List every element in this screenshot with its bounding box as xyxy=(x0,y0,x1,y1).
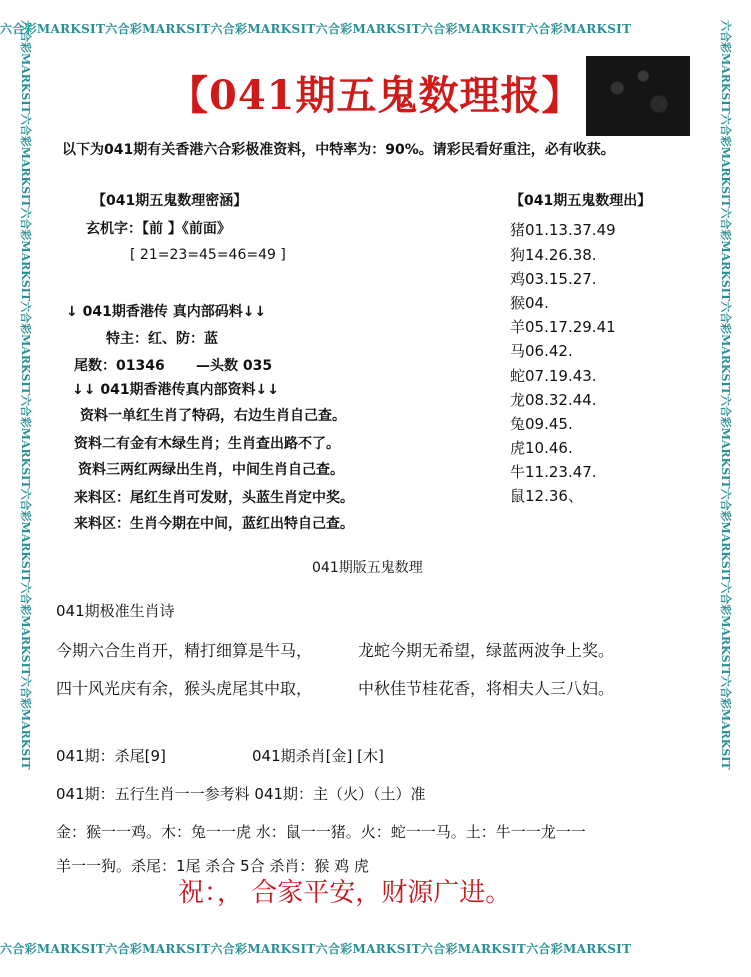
tezhu-text: 特主：红、防：蓝 xyxy=(106,331,218,347)
watermark-text: 六合彩MARKSIT xyxy=(105,942,211,956)
watermark-text: 六合彩MARKSIT xyxy=(719,488,732,583)
watermark-text: 六合彩MARKSIT xyxy=(0,22,106,36)
watermark-text: 六合彩MARKSIT xyxy=(420,22,527,36)
data-item-3 xyxy=(78,459,344,479)
zodiac-row: 龙08.32.44. xyxy=(510,391,597,409)
watermark-bottom xyxy=(0,938,751,960)
left-header: 【041期五鬼数理密涵】 xyxy=(92,193,248,209)
watermark-text: 六合彩MARKSIT xyxy=(19,20,32,114)
elements-line-1: 金：猴一一鸡。木：兔一一虎 水：鼠一一猪。火：蛇一一马。土：牛一一龙一一 xyxy=(56,823,586,841)
watermark-text: 六合彩MARKSIT xyxy=(719,301,732,395)
intro-text: 以下为041期有关香港六合彩极准资料，中特率为：90%。请彩民看好重注，必有收获。 xyxy=(62,142,615,158)
watermark-text: 六合彩MARKSIT xyxy=(19,207,32,302)
kill-tail: 041期：杀尾[9] xyxy=(56,747,166,765)
watermark-text: 六合彩MARKSIT xyxy=(719,675,732,770)
zodiac-row: 鸡03.15.27. xyxy=(510,270,597,288)
zodiac-row: 狗14.26.38. xyxy=(510,246,597,264)
zodiac-row: 牛11.23.47. xyxy=(510,463,597,481)
data-item-text: 尾红生肖可发财，头蓝生肖定中奖。 xyxy=(130,490,354,506)
data-item-1 xyxy=(80,405,346,425)
section-title: 041期版五鬼数理 xyxy=(312,560,423,576)
watermark-text: 六合彩MARKSIT xyxy=(19,488,32,583)
data-item-label: 资料一 xyxy=(80,408,122,424)
zodiac-row: 羊05.17.29.41 xyxy=(510,318,616,336)
data-item-2 xyxy=(74,433,340,453)
watermark-text: 六合彩MARKSIT xyxy=(420,942,527,956)
watermark-text: 六合彩MARKSIT xyxy=(19,675,32,770)
data-item-label: 资料三 xyxy=(78,462,120,478)
watermark-text: 六合彩MARKSIT xyxy=(315,22,421,36)
hk-code-title: ↓ 041期香港传 真内部码料↓↓ xyxy=(66,304,267,320)
zodiac-row: 猴04. xyxy=(510,294,549,312)
watermark-text: 六合彩MARKSIT xyxy=(315,942,421,956)
zodiac-row: 鼠12.36、 xyxy=(510,487,583,505)
watermark-text: 六合彩MARKSIT xyxy=(19,301,32,395)
watermark-top xyxy=(0,18,751,40)
blessing-text: 祝：， 合家平安，财源广进。 xyxy=(178,878,512,908)
data-item-text: 单红生肖了特码，右边生肖自己查。 xyxy=(122,408,346,424)
watermark-text: 六合彩MARKSIT xyxy=(210,942,316,956)
data-item-label: 来料区： xyxy=(74,490,130,506)
watermark-text: 六合彩MARKSIT xyxy=(719,20,732,114)
right-header: 【041期五鬼数理出】 xyxy=(510,193,652,209)
zodiac-row: 马06.42. xyxy=(510,342,573,360)
zodiac-row: 猪01.13.37.49 xyxy=(510,221,616,239)
data-item-4 xyxy=(74,487,354,507)
watermark-text: 六合彩MARKSIT xyxy=(0,942,106,956)
zodiac-row: 蛇07.19.43. xyxy=(510,367,597,385)
zodiac-row: 虎10.46. xyxy=(510,439,573,457)
watermark-text: 六合彩MARKSIT xyxy=(719,394,732,489)
weishu-text: 尾数：01346 xyxy=(74,358,165,374)
data-item-5 xyxy=(74,513,354,533)
wuxing-text: 041期：五行生肖一一参考料 041期：主（火）（土）准 xyxy=(56,785,426,803)
watermark-left xyxy=(16,20,34,950)
toushu-text: —头数 035 xyxy=(196,358,273,374)
formula-text: [ 21=23=45=46=49 ] xyxy=(130,247,286,263)
data-item-label: 来料区： xyxy=(74,516,130,532)
poem-line-1a: 今期六合生肖开，精打细算是牛马， xyxy=(56,641,313,660)
qr-code-image xyxy=(586,56,690,136)
poem-title: 041期极准生肖诗 xyxy=(56,602,175,620)
poem-line-1b: 龙蛇今期无希望，绿蓝两波争上奖。 xyxy=(358,641,615,660)
data-item-text: 两红两绿出生肖，中间生肖自己查。 xyxy=(120,462,344,478)
poem-line-2b: 中秋佳节桂花香，将相夫人三八妇。 xyxy=(358,679,615,698)
xuanji-text: 玄机字：【前 】《前面》 xyxy=(86,221,231,237)
watermark-text: 六合彩MARKSIT xyxy=(719,582,732,676)
poem-line-2a: 四十风光庆有余，猴头虎尾其中取， xyxy=(56,679,313,698)
watermark-text: 六合彩MARKSIT xyxy=(19,113,32,208)
data-item-text: 生肖今期在中间，蓝红出特自己查。 xyxy=(130,516,354,532)
watermark-text: 六合彩MARKSIT xyxy=(719,113,732,208)
watermark-text: 六合彩MARKSIT xyxy=(526,22,632,36)
watermark-text: 六合彩MARKSIT xyxy=(19,394,32,489)
zodiac-row: 兔09.45. xyxy=(510,415,573,433)
data-item-label: 资料二 xyxy=(74,436,116,452)
hk-data-title: ↓↓ 041期香港传真内部资料↓↓ xyxy=(72,382,280,398)
page-title: 【041期五鬼数理报】 xyxy=(168,72,583,119)
watermark-text: 六合彩MARKSIT xyxy=(105,22,211,36)
data-item-text: 有金有木绿生肖；生肖查出路不了。 xyxy=(116,436,340,452)
watermark-text: 六合彩MARKSIT xyxy=(719,207,732,302)
elements-line-2: 羊一一狗。杀尾：1尾 杀合 5合 杀肖：猴 鸡 虎 xyxy=(56,857,369,875)
watermark-text: 六合彩MARKSIT xyxy=(210,22,316,36)
watermark-text: 六合彩MARKSIT xyxy=(526,942,632,956)
kill-zodiac: 041期杀肖[金] [木] xyxy=(252,747,384,765)
watermark-text: 六合彩MARKSIT xyxy=(19,582,32,676)
